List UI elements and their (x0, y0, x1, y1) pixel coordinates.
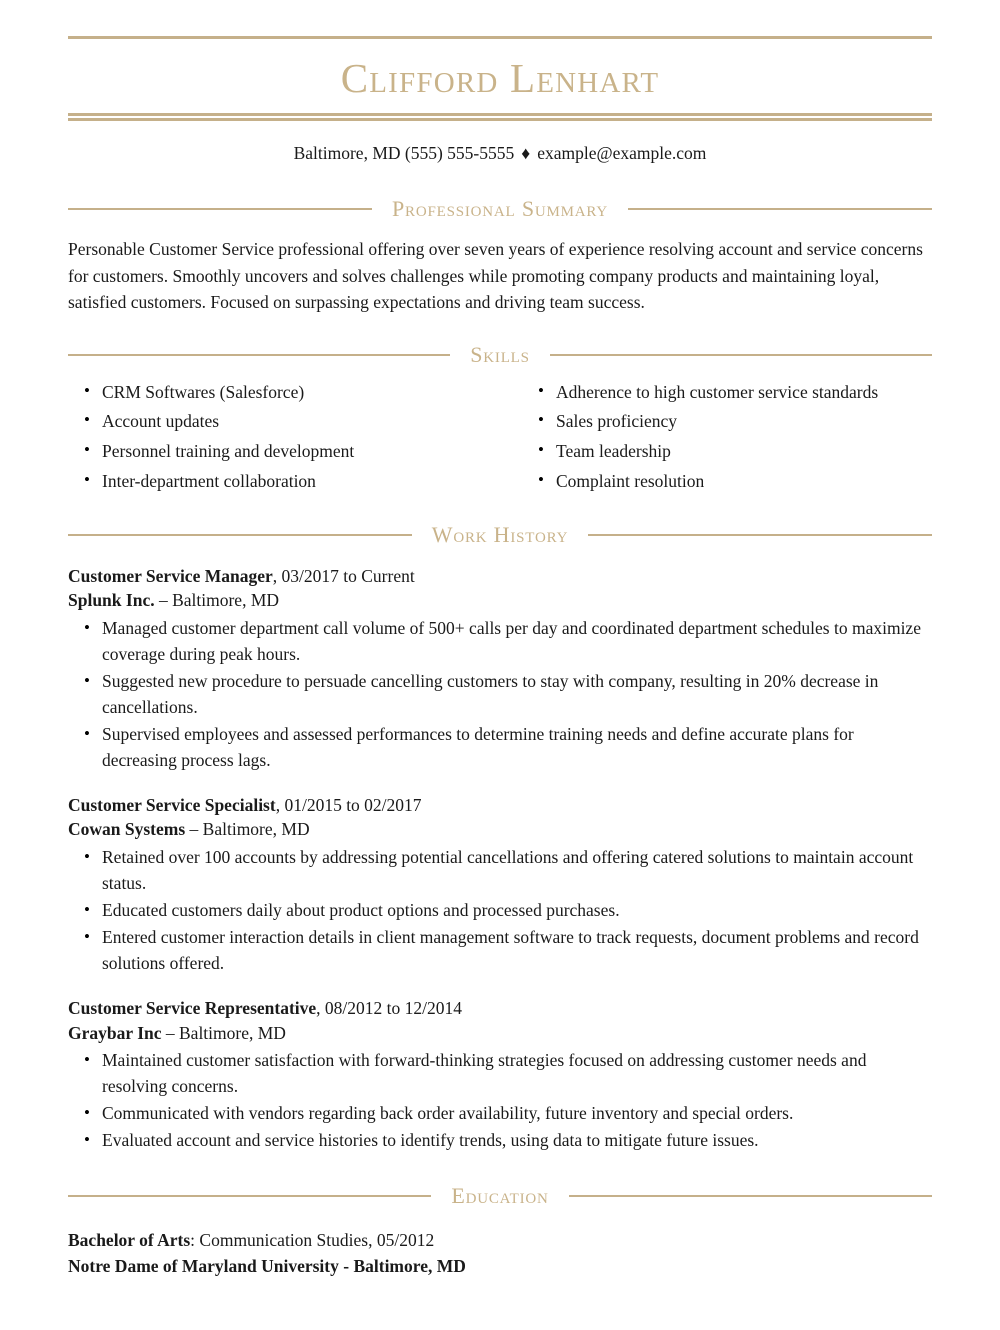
summary-section (68, 164, 932, 316)
job-bullets (68, 616, 932, 773)
section-rule-right (588, 534, 932, 536)
job-company: Splunk Inc. (68, 590, 155, 611)
list-item: • Communicated with vendors regarding back order availability, future inventory and special orders. (68, 1101, 932, 1127)
work-history-section (68, 499, 932, 1154)
job-title-line (68, 564, 932, 589)
skills-column-right (500, 380, 932, 499)
resume-page (0, 36, 1000, 1330)
education-school-line (68, 1254, 932, 1280)
section-header-education (68, 1182, 932, 1208)
job-title: Customer Service Manager (68, 565, 273, 586)
job-entry (68, 978, 932, 1154)
diamond-separator-icon: ♦ (521, 143, 531, 163)
job-company-line (68, 1021, 932, 1046)
education-section (68, 1155, 932, 1280)
section-rule-right (569, 1195, 932, 1197)
job-bullets (68, 1048, 932, 1154)
section-title-skills: Skills (470, 341, 530, 367)
job-entry (68, 546, 932, 774)
section-header-summary (68, 198, 932, 220)
education-degree-line (68, 1228, 932, 1254)
education-degree: Bachelor of Arts (68, 1229, 191, 1250)
job-title-line (68, 793, 932, 818)
job-title-line (68, 996, 932, 1021)
list-item: • Maintained customer satisfaction with forward-thinking strategies focused on addressing customer needs and resolving concerns. (68, 1048, 932, 1100)
job-company-line (68, 817, 932, 842)
job-dates: , 08/2012 to 12/2014 (316, 997, 463, 1018)
list-item: • Supervised employees and assessed performances to determine training needs and define accurate plans for decreasing process lags. (68, 722, 932, 774)
section-title-summary: Professional Summary (392, 196, 609, 221)
list-item: • Suggested new procedure to persuade cancelling customers to stay with company, resulting in 20% decrease in cancellations. (68, 669, 932, 721)
job-dates: , 03/2017 to Current (272, 565, 415, 586)
summary-text: Personable Customer Service professional offering over seven years of experience resolving account and service concerns for customers. Smoothly uncovers and solves challenges while promoting company products and maintaining loyal, satisfied customers. Focused on surpassing expectations and driving team success. (68, 239, 923, 313)
job-title: Customer Service Representative (68, 997, 317, 1018)
header-double-rule (68, 113, 932, 121)
job-location: – Baltimore, MD (161, 1022, 286, 1043)
candidate-name: Clifford Lenhart (340, 55, 660, 101)
list-item: • Account updates (68, 409, 500, 434)
section-header-skills (68, 341, 932, 367)
list-item: • CRM Softwares (Salesforce) (68, 380, 500, 405)
list-item: • Evaluated account and service histories to identify trends, using data to mitigate future issues. (68, 1128, 932, 1154)
list-item: • Complaint resolution (522, 469, 932, 494)
education-school: Notre Dame of Maryland University - Baltimore, MD (68, 1255, 466, 1276)
section-header-work-history (68, 521, 932, 547)
job-company: Graybar Inc (68, 1022, 162, 1043)
job-title: Customer Service Specialist (68, 794, 276, 815)
skills-column-left (68, 380, 500, 499)
job-entry (68, 775, 932, 977)
list-item: • Entered customer interaction details in client management software to track requests, document problems and record solutions offered. (68, 925, 932, 977)
list-item: • Educated customers daily about product options and processed purchases. (68, 898, 932, 924)
skills-list-right (522, 380, 932, 494)
section-title-education: Education (451, 1182, 549, 1208)
section-rule-right (550, 354, 932, 356)
job-location: – Baltimore, MD (154, 590, 280, 611)
list-item: • Retained over 100 accounts by addressing potential cancellations and offering catered solutions to maintain account status. (68, 845, 932, 897)
list-item: • Sales proficiency (522, 409, 932, 434)
education-degree-detail: : Communication Studies, 05/2012 (190, 1229, 435, 1250)
section-rule-left (68, 208, 372, 210)
skills-list-left (68, 380, 500, 494)
section-rule-left (68, 354, 450, 356)
list-item: • Personnel training and development (68, 439, 500, 464)
contact-line (68, 121, 932, 164)
section-rule-left (68, 1195, 431, 1197)
list-item: • Managed customer department call volume of 500+ calls per day and coordinated department schedules to maximize coverage during peak hours. (68, 616, 932, 668)
job-location: – Baltimore, MD (185, 819, 310, 840)
contact-email[interactable]: example@example.com (537, 143, 707, 163)
list-item: • Team leadership (522, 439, 932, 464)
job-dates: , 01/2015 to 02/2017 (275, 794, 422, 815)
contact-location-phone: Baltimore, MD (555) 555-5555 (293, 143, 515, 163)
section-rule-left (68, 534, 412, 536)
section-rule-right (628, 208, 932, 210)
skills-columns (68, 366, 932, 499)
section-title-work-history: Work History (431, 521, 569, 547)
list-item: • Adherence to high customer service standards (522, 380, 932, 405)
job-company: Cowan Systems (68, 819, 186, 840)
skills-section (68, 316, 932, 499)
education-entry (68, 1207, 932, 1280)
job-company-line (68, 588, 932, 613)
list-item: • Inter-department collaboration (68, 469, 500, 494)
job-bullets (68, 845, 932, 976)
